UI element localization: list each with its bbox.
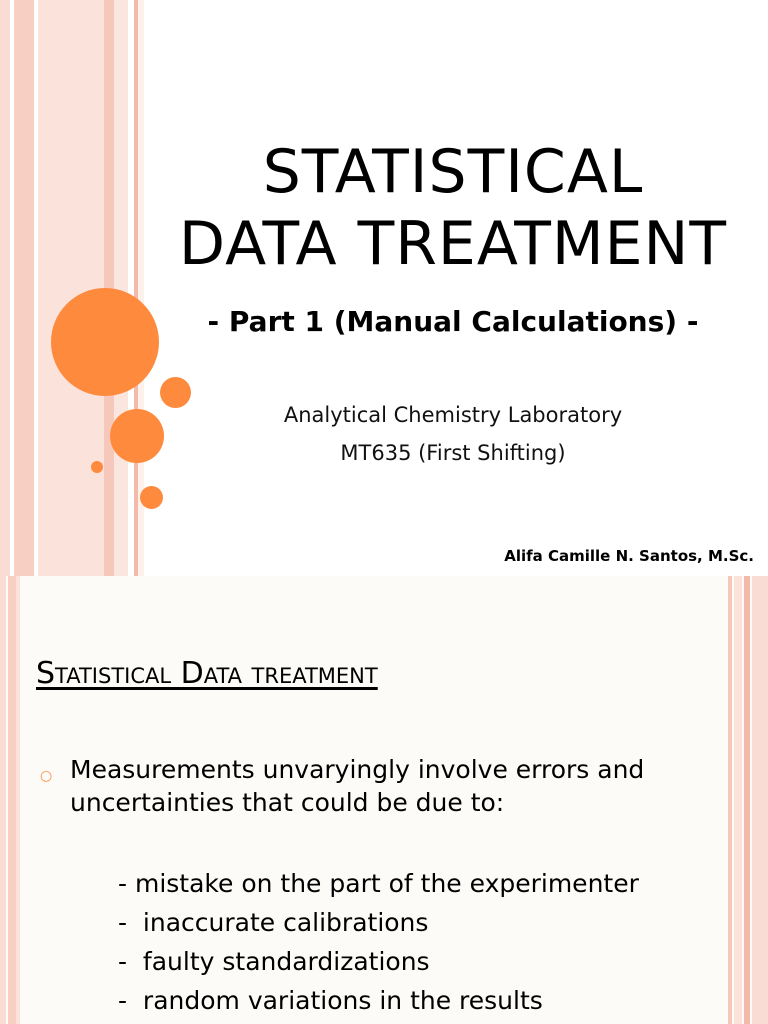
tiny-circle — [91, 461, 103, 473]
bullet-point: Measurements unvaryingly involve errors and uncertainties that could be due to: — [70, 755, 645, 817]
course-line-2: MT635 (First Shifting) — [340, 441, 566, 465]
slide-title — [150, 136, 756, 280]
title-line-2: DATA TREATMENT — [178, 209, 728, 279]
slide-subtitle: - Part 1 (Manual Calculations) - — [207, 305, 699, 338]
title-line-1: STATISTICAL — [262, 137, 644, 207]
large-circle — [51, 288, 159, 396]
list-item: - mistake on the part of the experimenter — [118, 869, 639, 898]
list-item: - random variations in the results — [118, 986, 543, 1015]
content-slide — [0, 576, 768, 1024]
list-item: - inaccurate calibrations — [118, 908, 429, 937]
error-sources-list — [118, 864, 639, 1020]
left-stripe-border — [0, 0, 150, 576]
author-name: Alifa Camille N. Santos, M.Sc. — [504, 547, 754, 565]
left-border — [0, 576, 22, 1024]
bullet-circle-icon: ○ — [40, 768, 53, 784]
small-circle-bottom — [140, 486, 163, 509]
list-item: - faulty standardizations — [118, 947, 430, 976]
section-title: Statistical Data treatment — [36, 656, 378, 691]
right-border — [728, 576, 768, 1024]
course-info — [150, 396, 756, 472]
course-line-1: Analytical Chemistry Laboratory — [283, 403, 623, 427]
